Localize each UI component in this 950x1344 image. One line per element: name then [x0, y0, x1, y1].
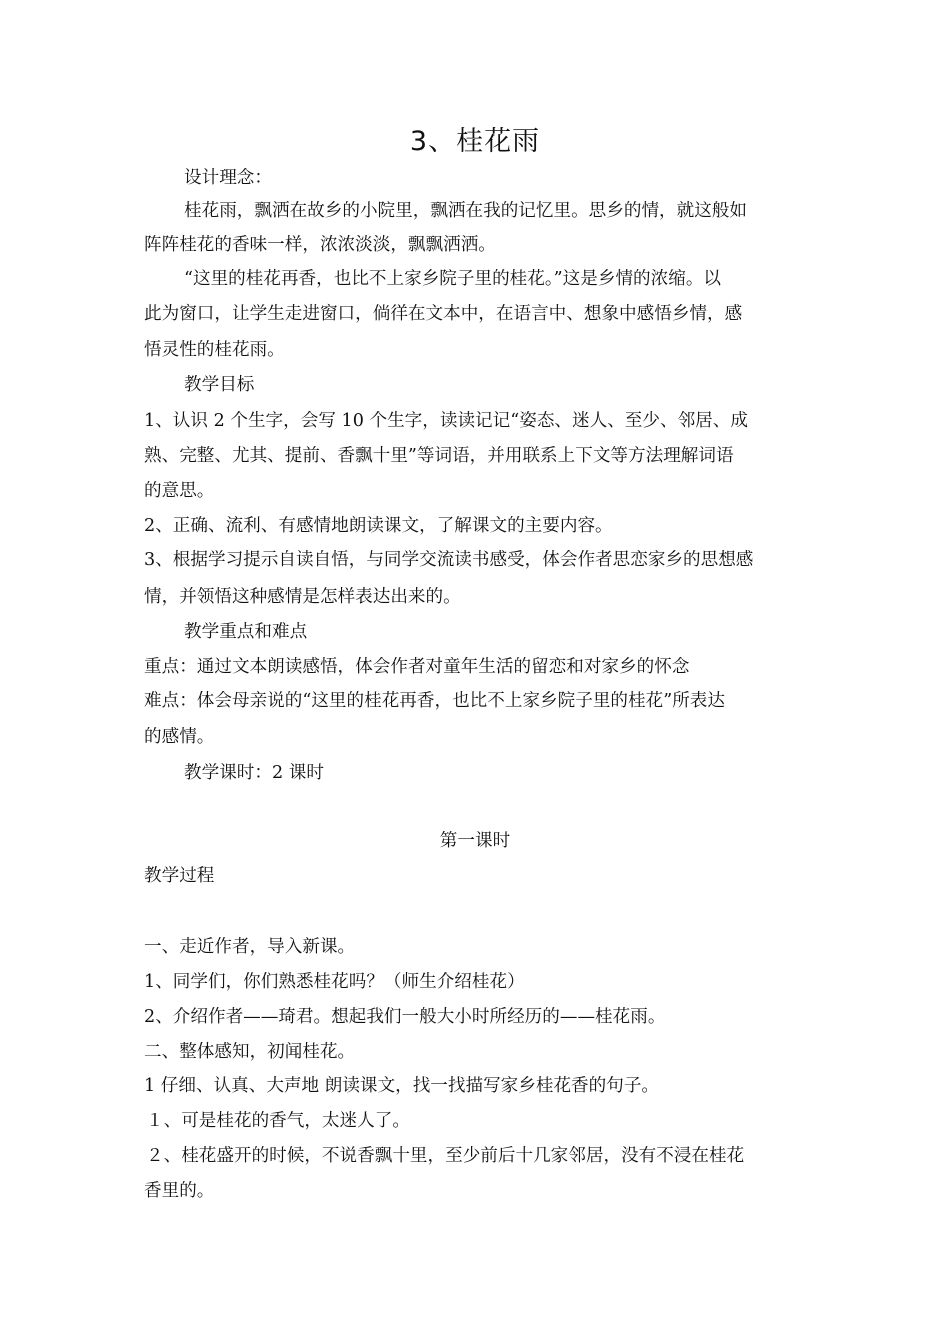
paragraph-line: 阵阵桂花的香味一样，浓浓淡淡，飘飘洒洒。: [144, 235, 496, 255]
paragraph-line: “这里的桂花再香，也比不上家乡院子里的桂花。”这是乡情的浓缩。以: [184, 269, 722, 289]
paragraph-line: 悟灵性的桂花雨。: [144, 340, 285, 360]
paragraph-line: 此为窗口，让学生走进窗口，倘徉在文本中，在语言中、想象中感悟乡情，感: [144, 304, 743, 324]
paragraph-line: 2、介绍作者——琦君。想起我们一般大小时所经历的——桂花雨。: [144, 1007, 666, 1027]
goals-heading: 教学目标: [184, 375, 255, 395]
section-heading: 二、整体感知，初闻桂花。: [144, 1042, 356, 1062]
design-concept-heading: 设计理念：: [184, 168, 272, 188]
lesson-hours: 教学课时：2 课时: [184, 763, 324, 783]
paragraph-line: 3、根据学习提示自读自悟，与同学交流读书感受，体会作者思恋家乡的思想感: [144, 550, 754, 570]
section-heading: 一、走近作者，导入新课。: [144, 937, 356, 957]
key-points-heading: 教学重点和难点: [184, 622, 308, 642]
lesson-one-heading: 第一课时: [439, 831, 511, 851]
paragraph-line: 1、同学们，你们熟悉桂花吗？（师生介绍桂花）: [144, 972, 525, 992]
paragraph-line: 1 仔细、认真、大声地 朗读课文，找一找描写家乡桂花香的句子。: [144, 1076, 660, 1096]
focus-line: 重点：通过文本朗读感悟，体会作者对童年生活的留恋和对家乡的怀念: [144, 657, 690, 677]
quote-line: 香里的。: [144, 1181, 215, 1201]
paragraph-line: 桂花雨，飘洒在故乡的小院里，飘洒在我的记忆里。思乡的情，就这般如: [184, 201, 748, 221]
paragraph-line: 的意思。: [144, 481, 215, 501]
difficulty-line: 难点：体会母亲说的“这里的桂花再香，也比不上家乡院子里的桂花”所表达: [144, 691, 725, 711]
quote-line: ２、桂花盛开的时候，不说香飘十里，至少前后十几家邻居，没有不浸在桂花: [146, 1146, 745, 1166]
document-title: 3、桂花雨: [409, 126, 541, 157]
paragraph-line: 情，并领悟这种感情是怎样表达出来的。: [144, 587, 461, 607]
paragraph-line: 熟、完整、尤其、提前、香飘十里”等词语，并用联系上下文等方法理解词语: [144, 446, 734, 466]
process-heading: 教学过程: [144, 866, 215, 886]
difficulty-line: 的感情。: [144, 727, 215, 747]
quote-line: １、可是桂花的香气，太迷人了。: [146, 1111, 410, 1131]
paragraph-line: 2、正确、流利、有感情地朗读课文，了解课文的主要内容。: [144, 516, 613, 536]
paragraph-line: 1、认识 2 个生字，会写 10 个生字，读读记记“姿态、迷人、至少、邻居、成: [144, 411, 748, 431]
